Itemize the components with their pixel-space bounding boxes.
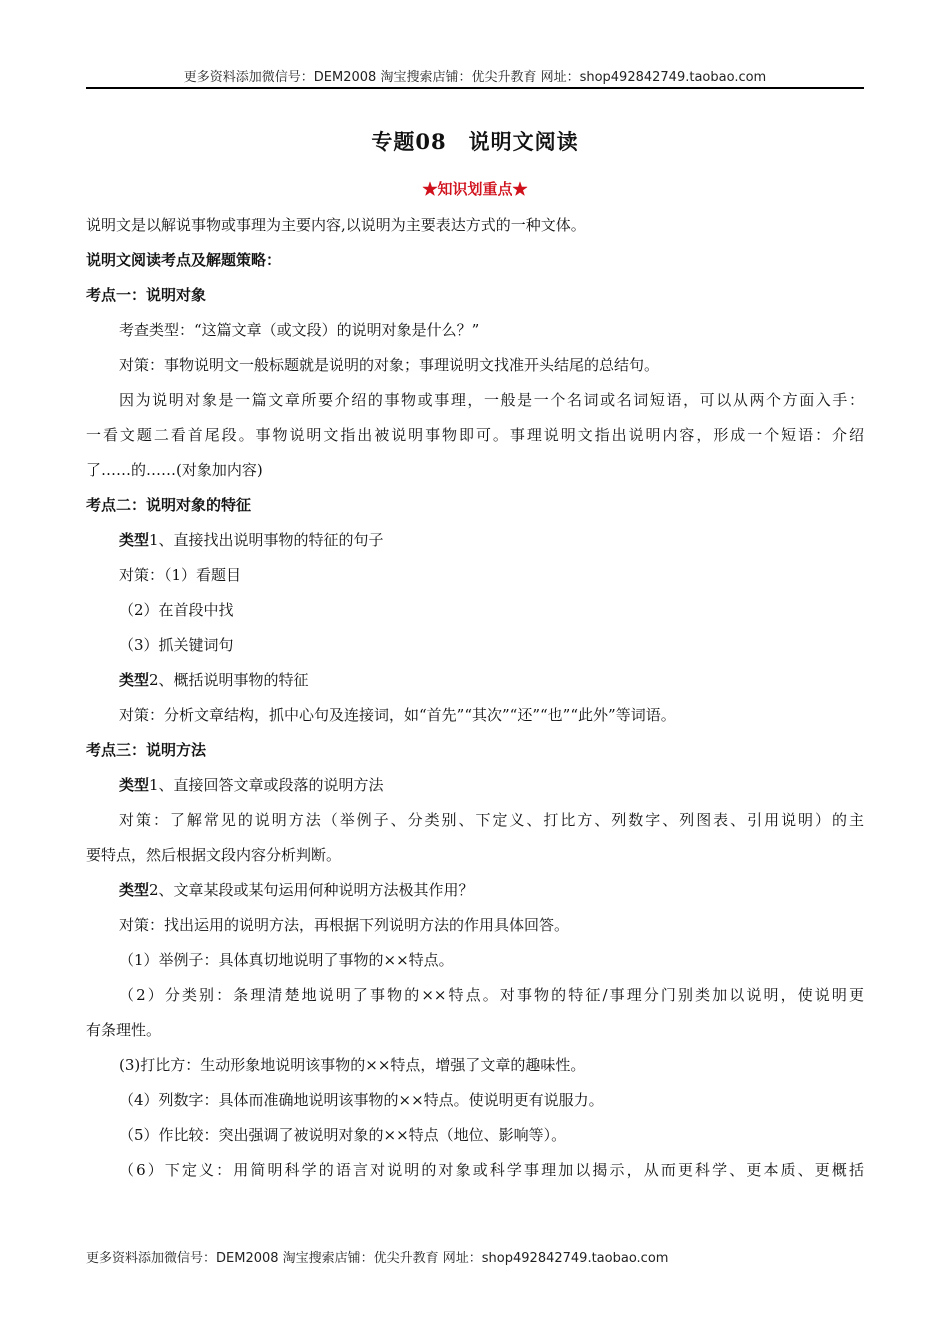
method-item-continued: 有条理性。 bbox=[86, 1021, 162, 1039]
page-header: 更多资料添加微信号：DEM2008 淘宝搜索店铺：优尖升教育 网址：shop492842749.taobao.com bbox=[183, 70, 767, 85]
point-three-type-two bbox=[86, 873, 864, 908]
point-two-strategy-item: （3）抓关键词句 bbox=[119, 636, 234, 654]
strategy-heading: 说明文阅读考点及解题策略： bbox=[86, 251, 282, 269]
point-one-explanation-line: 了……的……(对象加内容) bbox=[86, 461, 263, 479]
type-label: 类型 bbox=[119, 531, 150, 549]
point-one-strategy: 对策：事物说明文一般标题就是说明的对象；事理说明文找准开头结尾的总结句。 bbox=[119, 356, 660, 374]
document-body bbox=[86, 208, 864, 1188]
point-three-type-one bbox=[86, 768, 864, 803]
method-item: （6）下定义：用简明科学的语言对说明的对象或科学事理加以揭示，从而更科学、更本质、更概括 bbox=[119, 1161, 864, 1179]
section-banner: ★知识划重点★ bbox=[422, 180, 528, 198]
method-item: （5）作比较：突出强调了被说明对象的××特点（地位、影响等）。 bbox=[119, 1126, 567, 1144]
title-main: 说明文阅读 bbox=[468, 129, 579, 154]
intro-paragraph: 说明文是以解说事物或事理为主要内容,以说明为主要表达方式的一种文体。 bbox=[86, 216, 586, 234]
point-one-explanation-line: 一看文题二看首尾段。事物说明文指出被说明事物即可。事理说明文指出说明内容，形成一个短语：介绍 bbox=[86, 426, 864, 444]
type-text: 1、直接找出说明事物的特征的句子 bbox=[149, 531, 384, 549]
point-two-type-two bbox=[86, 663, 864, 698]
type-text: 1、直接回答文章或段落的说明方法 bbox=[149, 776, 384, 794]
header-divider bbox=[86, 87, 864, 89]
point-three-strategy-line: 要特点，然后根据文段内容分析判断。 bbox=[86, 846, 342, 864]
method-item: (3)打比方：生动形象地说明该事物的××特点，增强了文章的趣味性。 bbox=[119, 1056, 586, 1074]
method-item: （1）举例子：具体真切地说明了事物的××特点。 bbox=[119, 951, 454, 969]
point-three-strategy-line: 对策：找出运用的说明方法，再根据下列说明方法的作用具体回答。 bbox=[119, 916, 570, 934]
point-two-strategy-item: 对策：分析文章结构，抓中心句及连接词，如“首先”“其次”“还”“也”“此外”等词语。 bbox=[119, 706, 676, 724]
point-one-question-type: 考查类型：“这篇文章（或文段）的说明对象是什么？” bbox=[119, 321, 480, 339]
point-one-explanation-line: 因为说明对象是一篇文章所要介绍的事物或事理，一般是一个名词或名词短语，可以从两个方面入手： bbox=[119, 391, 864, 409]
method-item: （4）列数字：具体而准确地说明该事物的××特点。使说明更有说服力。 bbox=[119, 1091, 604, 1109]
point-three-heading: 考点三：说明方法 bbox=[86, 741, 207, 759]
type-text: 2、概括说明事物的特征 bbox=[149, 671, 309, 689]
point-two-type-one bbox=[86, 523, 864, 558]
type-text: 2、文章某段或某句运用何种说明方法极其作用？ bbox=[149, 881, 474, 899]
page-footer: 更多资料添加微信号：DEM2008 淘宝搜索店铺：优尖升教育 网址：shop492842749.taobao.com bbox=[86, 1251, 669, 1266]
title-prefix: 专题08 bbox=[371, 129, 447, 154]
page-title bbox=[0, 126, 950, 156]
type-label: 类型 bbox=[119, 671, 150, 689]
type-label: 类型 bbox=[119, 881, 150, 899]
point-two-heading: 考点二：说明对象的特征 bbox=[86, 496, 252, 514]
method-item: （2）分类别：条理清楚地说明了事物的××特点。对事物的特征/事理分门别类加以说明，使说明更 bbox=[119, 986, 864, 1004]
point-two-strategy-item: 对策：（1）看题目 bbox=[119, 566, 242, 584]
point-three-strategy-line: 对策：了解常见的说明方法（举例子、分类别、下定义、打比方、列数字、列图表、引用说明）的主 bbox=[119, 811, 864, 829]
type-label: 类型 bbox=[119, 776, 150, 794]
point-one-heading: 考点一：说明对象 bbox=[86, 286, 207, 304]
point-two-strategy-item: （2）在首段中找 bbox=[119, 601, 234, 619]
